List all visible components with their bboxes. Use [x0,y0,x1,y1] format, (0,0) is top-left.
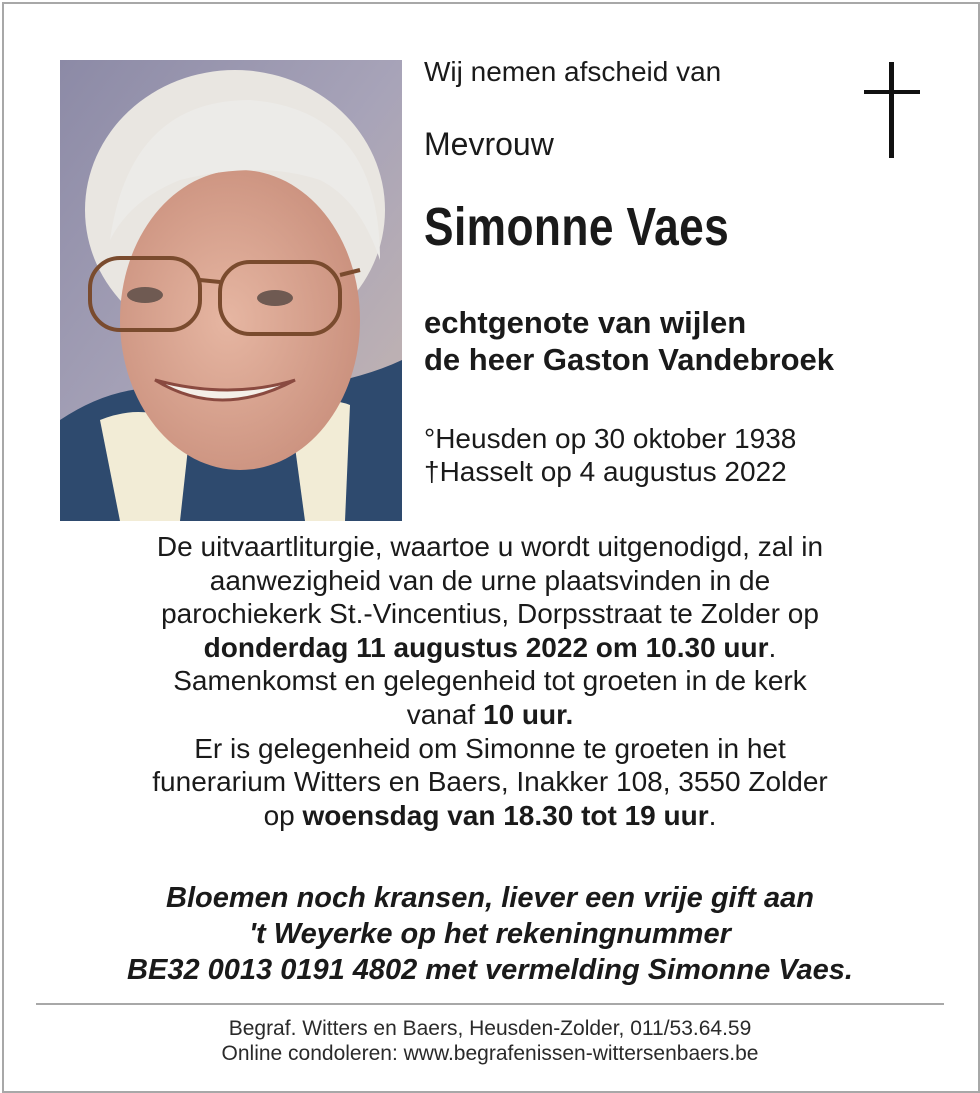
gathering-prefix: vanaf [406,698,483,730]
intro-text: Wij nemen afscheid van [424,56,722,87]
ceremony-datetime [60,631,920,665]
divider [36,1003,944,1005]
deceased-name: Simonne Vaes [424,197,730,257]
ceremony-line: Samenkomst en gelegenheid tot groeten in de kerk [173,665,807,697]
ceremony-text [60,530,920,832]
visitation-time-bold: woensdag van 18.30 tot 19 uur [302,799,709,831]
death-date [424,455,796,488]
ceremony-line: aanwezigheid van de urne plaatsvinden in de [209,564,771,596]
ceremony-line: De uitvaartliturgie, waartoe u wordt uitgenodigd, zal in [156,531,824,562]
funeral-home-contact: Begraf. Witters en Baers, Heusden-Zolder, 011/53.64.59 [228,1017,752,1040]
life-dates [424,422,796,488]
birth-date: °Heusden op 30 oktober 1938 [424,423,797,454]
death-date-text: Hasselt op 4 augustus 2022 [439,456,787,487]
gathering-time-bold: 10 uur. [483,698,574,730]
punctuation: . [768,631,777,663]
portrait-photo [60,60,402,521]
punctuation: . [708,799,717,831]
death-cross-icon: † [424,456,440,487]
cross-icon [862,62,922,160]
ceremony-line: Er is gelegenheid om Simonne te groeten in het [194,732,786,764]
spouse-line-1: echtgenote van wijlen [424,305,747,340]
spouse-info [424,304,834,378]
footer [60,1016,920,1066]
ceremony-line: parochiekerk St.-Vincentius, Dorpsstraat te Zolder op [161,598,819,630]
honorific: Mevrouw [424,126,554,162]
visitation-time [60,799,920,833]
visitation-prefix: op [263,799,303,831]
ceremony-date-bold: donderdag 11 augustus 2022 om 10.30 uur [203,631,769,663]
flowers-line: BE32 0013 0191 4802 met vermelding Simonne Vaes. [127,954,853,986]
gathering-time [60,698,920,732]
ceremony-line: funerarium Witters en Baers, Inakker 108, 3550 Zolder [152,766,828,798]
online-condolences: Online condoleren: www.begrafenissen-wittersenbaers.be [221,1042,759,1065]
spouse-line-2: de heer Gaston Vandebroek [424,342,835,377]
flowers-line: Bloemen noch kransen, liever een vrije gift aan [166,882,814,914]
flowers-notice [60,880,920,988]
flowers-line: 't Weyerke op het rekeningnummer [249,918,731,950]
